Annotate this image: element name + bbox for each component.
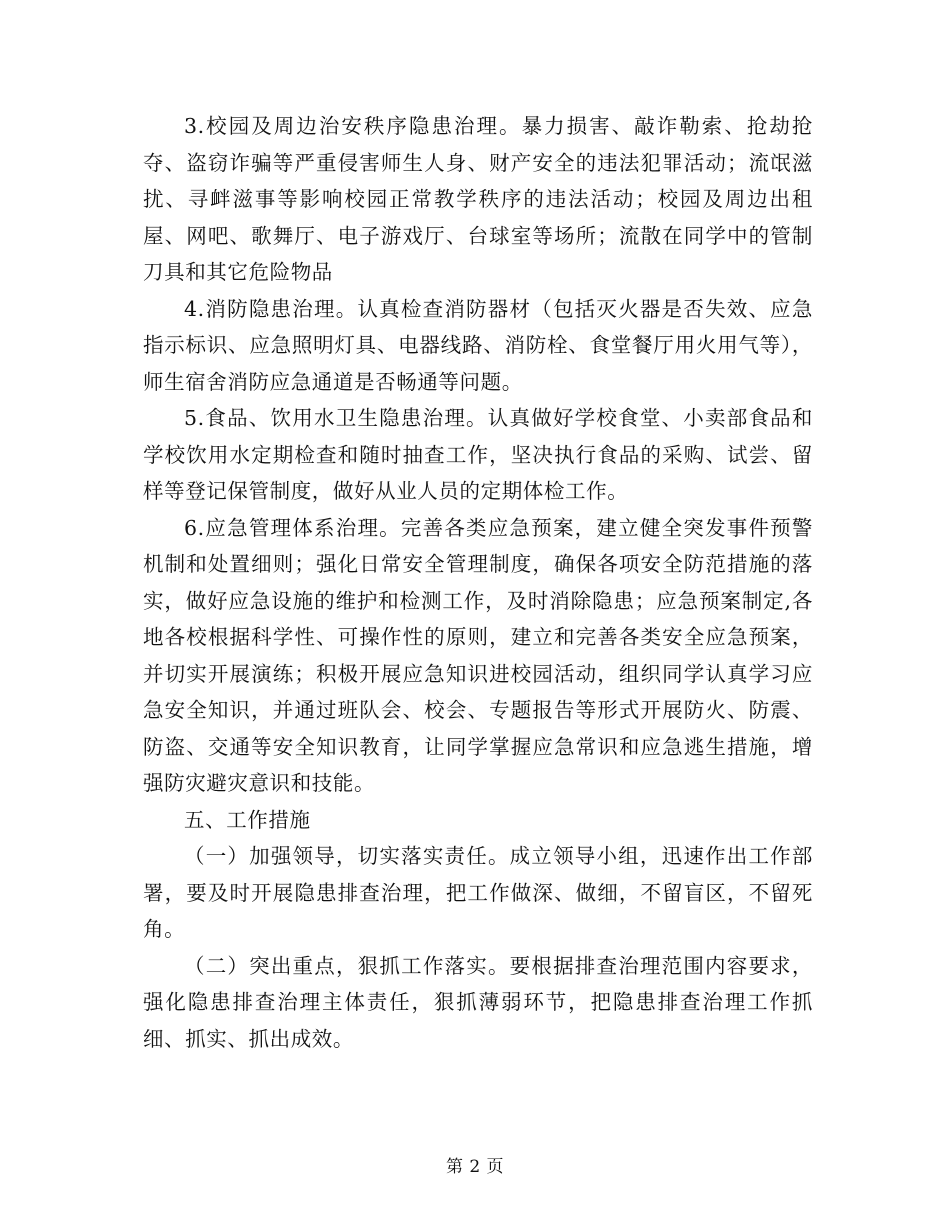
section-heading-work-measures: 五、工作措施	[184, 807, 311, 832]
document-body	[143, 108, 813, 1057]
paragraph-emergency-management: 6.应急管理体系治理。完善各类应急预案，建立健全突发事件预警机制和处置细则；强化日常安全管理制度，确保各项安全防范措施的落实，做好应急设施的维护和检测工作，及时消除隐患；应急预案制定,各地各校根据科学性、可操作性的原则，建立和完善各类安全应急预案，并切实开展演练；积极开展应急知识进校园活动，组织同学认真学习应急安全知识，并通过班队会、校会、专题报告等形式开展防火、防震、防盗、交通等安全知识教育，让同学掌握应急常识和应急逃生措施，增强防灾避灾意识和技能。	[143, 515, 813, 795]
paragraph-measure-focus: （二）突出重点，狠抓工作落实。要根据排查治理范围内容要求，强化隐患排查治理主体责任，狠抓薄弱环节，把隐患排查治理工作抓细、抓实、抓出成效。	[143, 953, 813, 1051]
paragraph-fire-safety: 4.消防隐患治理。认真检查消防器材（包括灭火器是否失效、应急指示标识、应急照明灯具、电器线路、消防栓、食堂餐厅用火用气等），师生宿舍消防应急通道是否畅通等问题。	[143, 296, 813, 394]
paragraph-food-water-hygiene: 5.食品、饮用水卫生隐患治理。认真做好学校食堂、小卖部食品和学校饮用水定期检查和随时抽查工作，坚决执行食品的采购、试尝、留样等登记保管制度，做好从业人员的定期体检工作。	[143, 406, 813, 503]
paragraph-measure-leadership: （一）加强领导，切实落实责任。成立领导小组，迅速作出工作部署，要及时开展隐患排查治理，把工作做深、做细，不留盲区，不留死角。	[143, 844, 813, 941]
page-number-footer: 第 2 页	[445, 1157, 505, 1177]
paragraph-campus-security: 3.校园及周边治安秩序隐患治理。暴力损害、敲诈勒索、抢劫抢夺、盗窃诈骗等严重侵害师生人身、财产安全的违法犯罪活动；流氓滋扰、寻衅滋事等影响校园正常教学秩序的违法活动；校园及周边出租屋、网吧、歌舞厅、电子游戏厅、台球室等场所；流散在同学中的管制刀具和其它危险物品	[143, 114, 813, 284]
